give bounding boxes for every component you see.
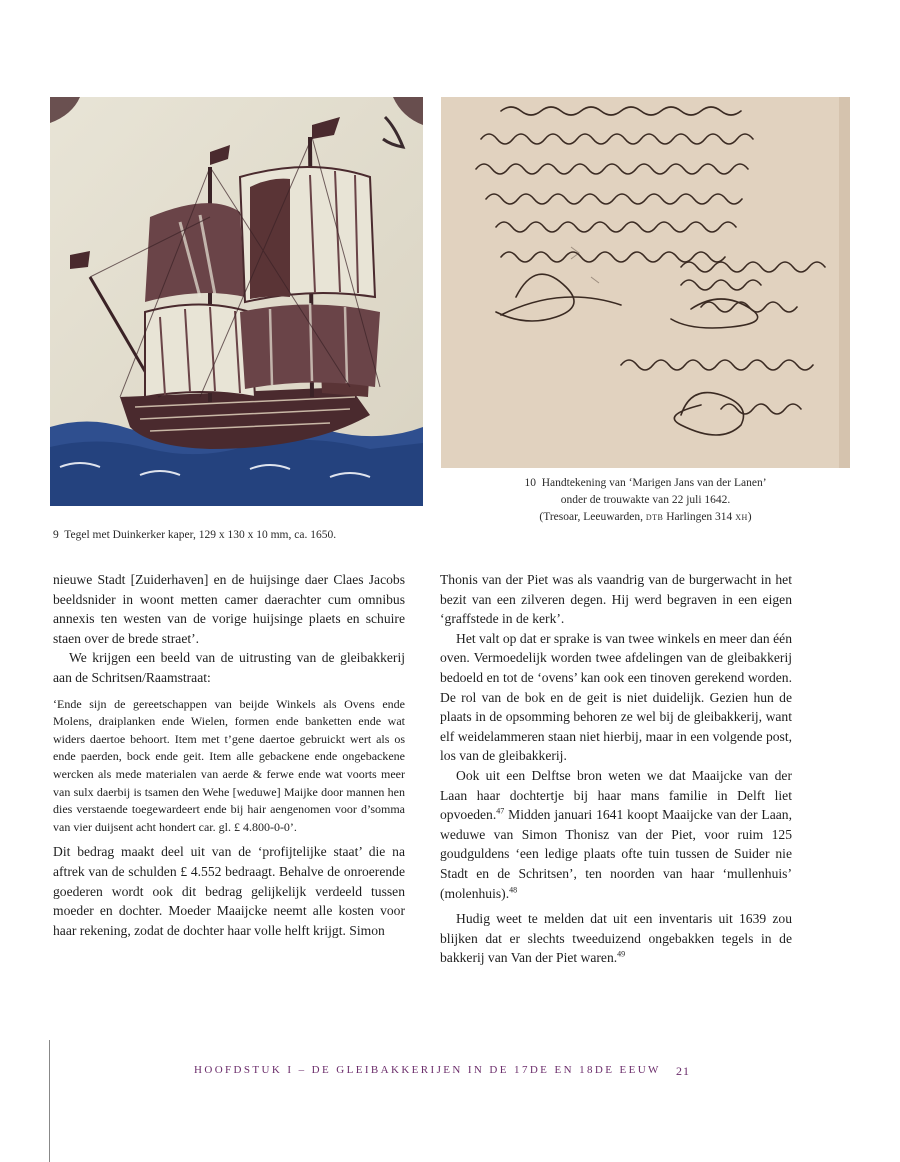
figure-9-caption (53, 527, 433, 544)
paragraph: nieuwe Stadt [Zuiderhaven] en de huijsinge daer Claes Jacobs beeldsnider in woont metten camer daerachter cum omnibus annexis ten westen van de vorige huijsinge plaets en schuire staen over de brede straet’. (53, 572, 405, 646)
paragraph-text: Hudig weet te melden dat uit een inventaris uit 1639 zou blijken dat er slechts tweeduizend ongebakken tegels in de bakkerij van Van der Piet waren. (440, 911, 792, 966)
figure-9-label: 9 (53, 529, 59, 541)
handwriting-illustration (441, 97, 850, 468)
page-number: 21 (676, 1064, 690, 1078)
paragraph: Het valt op dat er sprake is van twee winkels en meer dan één oven. Vermoedelijk worden twee afdelingen van de gleibakkerij bedoeld en tot de ‘ovens’ kan ook een tinoven gerekend worden. De rol van de bok en de geit is niet duidelijk. Gezien hun de plaats in de opsomming behoren ze wel bij de gleibakkerij, want elf weidelammeren staan niet hierbij, maar in een volgende post, los van de gleibakkerij. (440, 630, 792, 764)
figure-10-caption-line-2: onder de trouwakte van 22 juli 1642. (560, 494, 731, 506)
tile-ship-illustration (50, 97, 423, 506)
running-head: HOOFDSTUK I – DE GLEIBAKKERIJEN IN DE 17DE EN 18DE EEUW (194, 1064, 661, 1076)
caption-source-part: Harlingen 314 (663, 511, 736, 523)
tile-ship-figure (50, 97, 423, 506)
caption-source-part: ) (747, 511, 752, 523)
paragraph-text: Midden januari 1641 koopt Maaijcke van der Laan, weduwe van Simon Thonisz van der Piet, voor ruim 125 goudguldens ‘een ledige plaats ofte tuin tussen de Suider nie Stadt en de Schritsen’, ten noorden van haar ‘mullenhuis’ (molenhuis). (440, 807, 792, 901)
caption-source-abbrev: xh (735, 511, 748, 523)
paragraph: Dit bedrag maakt deel uit van de ‘profijtelijke staat’ die na aftrek van de schulden £ 4.552 bedraagt. Behalve de onroerende goederen wordt ook dit bedrag gelijkelijk verdeeld tussen moeder en dochter. Moeder Maaijcke neemt alle kosten voor haar rekening, zodat de dochter haar volle helft krijgt. Simon (53, 844, 405, 938)
footnote-ref[interactable]: 49 (617, 949, 626, 959)
left-text-column (53, 570, 405, 940)
caption-source-part: (Tresoar, Leeuwarden, (539, 511, 646, 523)
figure-10-caption (441, 475, 850, 526)
paragraph (440, 909, 792, 968)
figure-10-label: 10 (524, 477, 536, 489)
figure-9-caption-text: Tegel met Duinkerker kaper, 129 x 130 x 10 mm, ca. 1650. (64, 529, 337, 541)
right-text-column (440, 570, 792, 968)
paragraph (440, 766, 792, 903)
signature-document-figure (441, 97, 850, 468)
paragraph: Thonis van der Piet was als vaandrig van de burgerwacht in het bezit van een zilveren degen. Hij werd begraven in een eigen ‘graffstede in de kerk’. (440, 572, 792, 627)
figure-10-caption-line-3 (441, 509, 850, 526)
footnote-ref[interactable]: 47 (496, 806, 505, 816)
caption-source-abbrev: dtb (645, 511, 664, 523)
paragraph-text: Ook uit een Delftse bron weten we dat Maaijcke van der Laan haar dochtertje bij haar mans familie in Delft liet opvoeden. (440, 767, 792, 823)
footnote-ref[interactable]: 48 (509, 884, 518, 894)
block-quote: ‘Ende sijn de gereetschappen van beijde Winkels als Ovens ende Molens, draiplanken ende Wielen, formen ende banketten ende wat widers daertoe behoort. Item met t’gene daertoe gebruickt wert als os ende paerden, bock ende geit. Item alle gebackene ende ongebackene wercken als mede materialen van aerde & ferwe ende wat voorts meer van sulx daerbij is tsamen den Wehe [weduwe] Maijke door mannen hen dies verstaende toegewardeert ende bij hair aengenomen voor d’somma van vier duijsent acht hondert car. gl. £ 4.800-0-0’. (53, 696, 405, 834)
margin-rule (49, 1040, 50, 1162)
paragraph: We krijgen een beeld van de uitrusting van de gleibakkerij aan de Schritsen/Raamstraat: (53, 650, 405, 685)
figure-10-caption-line-1: Handtekening van ‘Marigen Jans van der Lanen’ (541, 477, 767, 489)
